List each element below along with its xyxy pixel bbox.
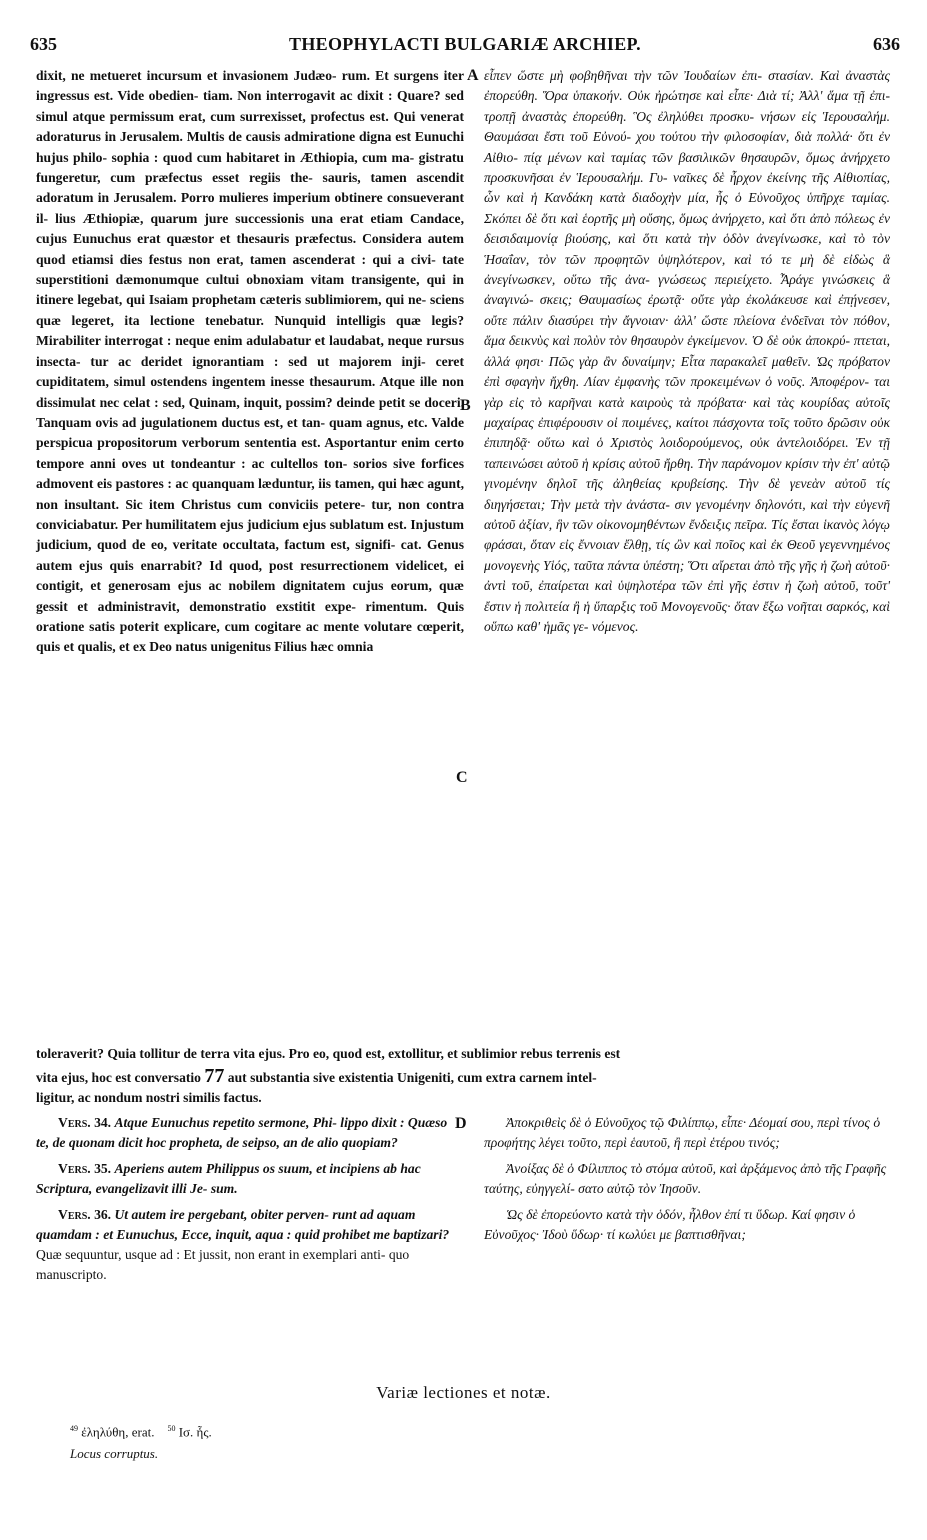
notes-title: Variæ lectiones et notæ. [376, 1383, 551, 1402]
note-ref: 50 [167, 1424, 176, 1433]
latin-column [36, 66, 464, 658]
page-number-right: 636 [873, 34, 900, 54]
greek-verse-36: Ὡς δὲ ἐπορεύοντο κατὰ τὴν ὁδόν, ἦλθον ἐπί τι ὕδωρ. Καί φησιν ὁ Εὐνοῦχος· Ἰδοὺ ὕδωρ· τί κωλύει με βαπτισθῆναι; [484, 1207, 856, 1242]
full-width-line-1: toleraverit? Quia tollitur de terra vita ejus. Pro eo, quod est, extollitur, et sublimior rebus terrenis est [36, 1046, 621, 1061]
latin-verse-36 [36, 1205, 456, 1285]
greek-verse-34: Ἀποκριθεὶς δὲ ὁ Εὐνοῦχος τῷ Φιλίππῳ, εἶπε· Δέομαί σου, περὶ τίνος ὁ προφήτης λέγει τοῦτο, περὶ ἑαυτοῦ, ἢ περὶ ἑτέρου τινός; [484, 1115, 881, 1150]
note-line-1 [70, 1418, 670, 1443]
greek-paragraph: εἶπεν ὥστε μὴ φοβηθῆναι τὴν τῶν Ἰουδαίων ἐπι- στασίαν. Καὶ ἀναστὰς ἐπορεύθη. Ὅρα ὑπακοήν. Οὐκ ἠρώτησε καὶ εἶπε· Διὰ τί; Ἀλλ' ἅμα τῇ ἐπι- τροπῇ ἀναστὰς ἐπορεύθη. Ὃς ἐληλύθει προσκυ- νήσων εἰς Ἱερουσαλήμ. Θαυμάσαι ἔστι τοῦ Εὐνού- χου τούτου τὴν φιλοσοφίαν, διὰ πολλά· ὅτι ἐν Αἰθιο- πίᾳ μένων καὶ ταμίας τῶν βασιλικῶν θησαυρῶν, ὅμως ἀνήρχετο προσκυνῆσαι ἐν Ἱερουσαλήμ. Γυ- ναῖκες δὲ ἦρχον ἐκείνης τῆς Αἰθιοπίας, ὧν καὶ ἡ Κανδάκη κατὰ διαδοχὴν μία, ἧς ὁ Εὐνοῦχος ὑπῆρχε ταμίας. Σκόπει δὲ ὅτι καὶ ἑορτῆς μὴ οὔσης, ὅμως ἀνήρχετο, καὶ ὅτι ἀπὸ πόλεως ἐν δεισιδαιμονίᾳ βιούσης, καὶ ὅτι κατὰ τὴν ὁδὸν ἀνεγίνωσκε, καὶ τὸ τὸν Ἡσαΐαν, τὸν τῶν προφητῶν ὑψηλότερον, καὶ τό τε μὴ δὲ εἰδὼς ἃ ἀνεγίνωσκεν, οὕτω τῆς ἀνα- γνώσεως περιείχετο. Ἆράγε γινώσκεις ἃ ἀναγινώ- σκεις; Θαυμασίως ἐρωτᾷ· οὔτε γὰρ ἐκολάκευσε καὶ ἐπῄνεσεν, οὔτε πάλιν διασύρει τὴν ἄγνοιαν· ἀλλ' ὥστε πλείονα ἐνδεῖναι τὸν πόθον, ἅμα δεικνὺς καὶ πολὺν τὸν θησαυρὸν ἐγκείμενον. Ὁ δὲ οὐκ ἀποκρύ- πτεται, ἀλλά φησι· Πῶς γὰρ ἂν δυναίμην; Εἶτα παρακαλεῖ μαθεῖν. Ὡς πρόβατον ἐπὶ σφαγὴν ἤχθη. Λίαν ἐμφανὴς τῶν προκειμένων ὁ νοῦς. Ἀποφέρον- ται γὰρ εἰς τὸ καρῆναι κατὰ καιροὺς τὰ πρόβατα· καὶ τὰς κουρίδας αὐτοῖς μαχαίρας ἐπιφέρουσιν οἱ ποιμένες, καίτοι πάσχοντα τοῖς τοῦτο δρῶσιν οὐκ ἐπιπηδᾷ· οὕτω καὶ ὁ Χριστὸς λοιδορούμενος, οὐκ ἀντελοιδόρει. Ἐν τῇ ταπεινώσει αὐτοῦ ἡ κρίσις αὐτοῦ ἤρθη. Τὴν παράνομον κρίσιν τὴν ἐπ' αὐτῷ γινομένην δηλοῖ τῆς ἀληθείας κρυβείσης. Τὴν δὲ γενεὰν αὐτοῦ τίς διηγήσεται; Τὴν μετὰ τὴν ἀνάστα- σιν γενομένην δηλονότι, καὶ τὴν εὐγενῆ αὐτοῦ ἀξίαν, ἣν τῶν οἰκονομηθέντων ἔνδειξις πεῖρα. Τίς ἔσται ἱκανὸς λόγῳ φράσαι, ὅταν εἰς ἔννοιαν ἔλθῃ, τίς ὢν καὶ ποῖος καὶ ἐκ Θεοῦ γεγεννημένος μονογενὴς Υἱός, ταῦτα πάντα ὑπέστη; Ὅτι αἴρεται ἀπὸ τῆς γῆς ἡ ζωὴ αὐτοῦ· ἀντὶ τοῦ, ἐπαίρεται καὶ ὑψηλοτέρα τῶν ἐπὶ γῆς ἐστιν ἡ ζωὴ αὐτοῦ, τοῦτ' ἔστιν ἡ πολιτεία ἢ ἡ ὕπαρξις τοῦ Μονογενοῦς· ὅταν ἔξω νοῆται σαρκός, καὶ οὕπω καθ' ἡμᾶς γε- νόμενος. [484, 68, 890, 634]
verse-text: Ut autem ire pergebant, obiter perven- runt ad aquam quamdam : et Eunuchus, Ecce, inquit, aqua : quid prohibet me baptizari? [36, 1207, 450, 1242]
section-marker-c: C [456, 769, 468, 786]
verse-label: Vers. 36. [58, 1207, 112, 1222]
page-header [30, 34, 900, 60]
greek-column [484, 66, 890, 637]
page-mark: 77 [204, 1066, 225, 1087]
verse-label: Vers. 34. [58, 1115, 112, 1130]
section-marker-d: D [455, 1115, 467, 1132]
note-line-2: Locus corruptus. [70, 1446, 159, 1462]
span-line-2a: vita ejus, hoc est conversatio [36, 1070, 201, 1085]
verse-label: Vers. 35. [58, 1161, 112, 1176]
note-ref: 49 [70, 1424, 78, 1433]
latin-verses [36, 1113, 456, 1291]
latin-verse-34 [36, 1113, 456, 1153]
span-line-2b: aut substantia sive existentia Unigeniti, cum extra carnem intel- [227, 1070, 597, 1085]
latin-paragraph: dixit, ne metueret incursum et invasionem Judæo- rum. Et surgens iter ingressus est. Vide obedien- tiam. Non interrogavit ac dixit : Quare? sed simul atque permissum erat, cum surrexisset, profectus est. Qui venerat adoraturus in Jerusalem. Multis de causis admiratione digna est Eunuchi hujus philo- sophia : quod cum habitaret in Æthiopia, cum ma- gistratu fungeretur, cum præfectus esset regiis the- sauris, tamen ascendit adoratum in Jerusalem. Porro mulieres imperium obtinere consueverant il- lius Æthiopiæ, quarum jure successionis una erat etiam Candace, cujus Eunuchus erat quæstor et thesauris præfectus. Considera autem quod etiamsi dies festus non erat, tamen ascenderat : qui a civi- tate superstitioni dæmonumque cultui obnoxiam vitam transigente, qui in itinere legebat, qui Isaiam prophetam cæteris sublimiorem, qui ne- sciens quæ legeret, ita lectione tenebatur. Nunquid intelligis quæ legis? Mirabiliter interrogat : neque enim adulabatur et laudabat, neque rursus insecta- tur ac deridet ignorantiam : sed ut majorem inji- ceret cupiditatem, simul ostendens ingentem inesse thesaurum. Atque ille non dissimulat nec celat : sed, Quinam, inquit, possim? deinde petit se doceri. Tanquam ovis ad jugulationem ductus est, et tan- quam agnus, etc. Valde perspicua propositorum verborum sententia est. Asportantur enim certo tempore anni oves ut tondeantur : ac cultellos ton- sorios sive forfices admovent eis pastores : ac quanquam læduntur, iis tamen, qui hæc agunt, non insultant. Sic item Christus cum conviciis petere- tur, non contra conviciabatur. Per humilitatem ejus judicium ejus sublatum est. Injustum judicium, quod de eo, veritate occultata, factum est, signifi- cat. Genus autem ejus quis enarrabit? Id quod, post resurrectionem videlicet, ei contigit, et generosam ejus ac nobilem dignitatem cujus eorum, quæ gessit et administravit, demonstratio exstitit expe- rimentum. Quis oratione satis poterit explicare, cum cogitare ac mente volutare cœperit, quis et qualis, et ex Deo natus unigenitus Filius hæc omnia [36, 68, 464, 655]
latin-verse-35 [36, 1159, 456, 1199]
full-width-line-3: ligitur, ac nondum nostri similis factus. [36, 1090, 262, 1105]
verse-tail: Quæ sequuntur, usque ad : Et jussit, non erant in exemplari anti- quo manuscripto. [36, 1247, 410, 1282]
verse-text: Aperiens autem Philippus os suum, et incipiens ab hac Scriptura, evangelizavit illi Je- sum. [36, 1161, 421, 1196]
full-width-line-2 [36, 1066, 890, 1088]
greek-verses [484, 1113, 890, 1251]
section-marker-b: B [460, 397, 471, 414]
note-text: Ισ. ἧς. [178, 1424, 212, 1440]
greek-verse-35: Ἀνοίξας δὲ ὁ Φίλιππος τὸ στόμα αὐτοῦ, καὶ ἀρξάμενος ἀπὸ τῆς Γραφῆς ταύτης, εὐηγγελί- σατο αὐτῷ τὸν Ἰησοῦν. [484, 1161, 887, 1196]
running-title: THEOPHYLACTI BULGARIÆ ARCHIEP. [289, 34, 641, 54]
notes [70, 1418, 670, 1465]
page-number-left: 635 [30, 34, 57, 54]
section-marker-a: A [467, 67, 479, 84]
note-text: ἐληλύθη, erat. [81, 1424, 155, 1440]
verse-text: Atque Eunuchus repetito sermone, Phi- lippo dixit : Quæso te, de quonam dicit hoc propheta, de seipso, an de alio quopiam? [36, 1115, 448, 1150]
